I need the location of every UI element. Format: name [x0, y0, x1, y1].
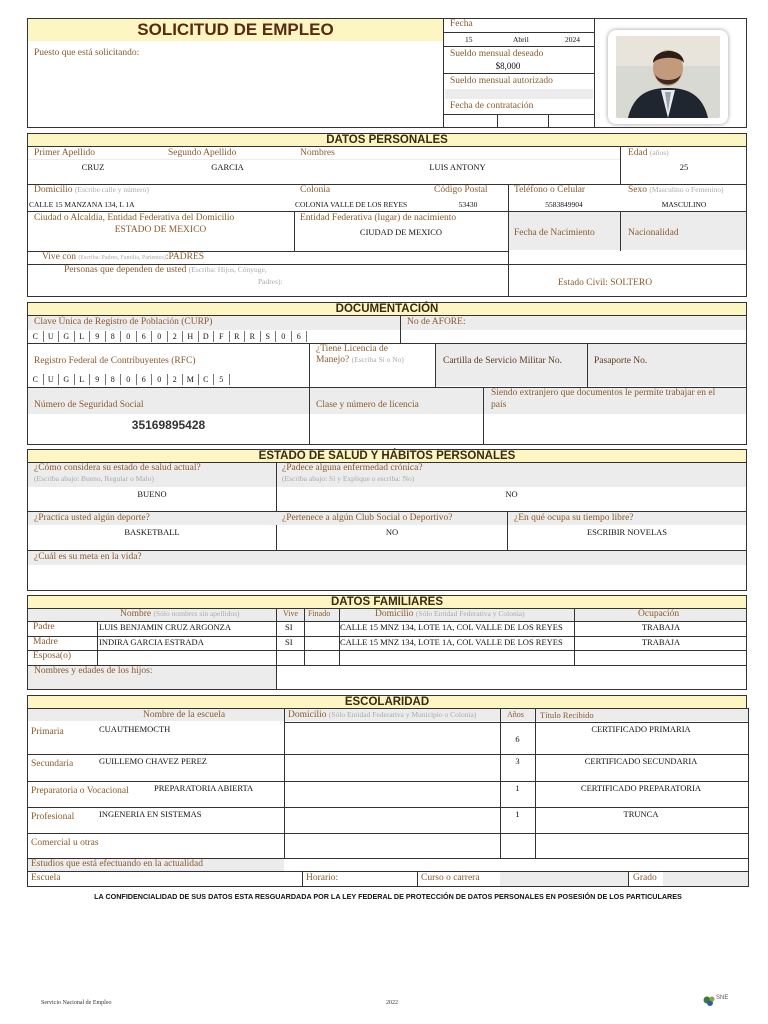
fecha-year[interactable]: 2024 [565, 35, 580, 44]
rfc-char: 0 [152, 374, 168, 385]
extranjero-label-2: país [491, 400, 507, 410]
esc-row-titulo[interactable]: CERTIFICADO PRIMARIA [591, 724, 691, 734]
familia-col-nombre-hint: (Sólo nombres sin apellidos) [153, 609, 240, 618]
familia-col-nombre-text: Nombre [120, 609, 152, 619]
cartilla-label: Cartilla de Servicio Militar No. [443, 356, 562, 366]
cronica-hint-text: (Escriba abajo: Sí y Explique o escriba: No) [282, 474, 415, 483]
grado-label: Grado [633, 873, 657, 883]
rfc-char: 6 [137, 374, 153, 385]
esc-row-label: Primaria [31, 727, 64, 737]
divider [548, 114, 549, 128]
sueldo-deseado-value[interactable]: $8,000 [495, 61, 521, 71]
esc-row-escuela[interactable]: CUAUTHEMOCTH [99, 724, 171, 734]
edad-value[interactable]: 25 [679, 162, 689, 172]
esc-row-anos[interactable]: 3 [515, 756, 520, 766]
esc-row-titulo[interactable]: CERTIFICADO PREPARATORIA [580, 783, 702, 793]
familia-row-vive[interactable]: SI [285, 622, 293, 632]
rfc-char: 2 [168, 374, 184, 385]
grado-field[interactable] [663, 872, 748, 886]
dependientes-hint-2 [258, 277, 283, 287]
divider [27, 781, 749, 782]
familia-row-ocupacion[interactable]: TRABAJA [641, 622, 681, 632]
divider [574, 608, 575, 665]
rfc-char: U [44, 374, 60, 385]
esc-col-domicilio-text: Domicilio [288, 710, 327, 720]
domicilio-hint: (Escribe calle y número) [74, 185, 149, 194]
telefono-value[interactable]: 5583849904 [545, 200, 583, 209]
curp-char: D [199, 331, 215, 342]
divider [628, 871, 629, 887]
section-header-escolaridad: ESCOLARIDAD [27, 695, 747, 709]
curp-char: 2 [168, 331, 184, 342]
club-label: ¿Pertenece a algún Club Social o Deportivo? [282, 513, 453, 523]
curp-char: S [261, 331, 277, 342]
familia-row-vive[interactable]: SI [285, 636, 293, 647]
page-title: SOLICITUD DE EMPLEO [137, 20, 334, 39]
esc-row-label: Preparatoria o Vocacional [31, 786, 129, 796]
familia-col-domicilio [375, 609, 525, 619]
cronica-label: ¿Padece alguna enfermedad crónica? [282, 463, 423, 473]
cp-value[interactable]: 53430 [458, 200, 478, 209]
familia-row-label: Madre [33, 636, 58, 647]
esc-row-anos[interactable]: 1 [515, 809, 520, 819]
licencia-hint: (Escriba Sí o No) [351, 355, 404, 364]
nacionalidad-label: Nacionalidad [628, 228, 679, 238]
ciudad-label: Ciudad o Alcaldía, Entidad Federativa del Domicilio [34, 213, 235, 223]
fecha-month[interactable]: Abril [513, 35, 529, 44]
esc-row-escuela[interactable]: GUILLEMO CHAVEZ PEREZ [99, 756, 207, 766]
applicant-photo [608, 30, 728, 124]
curp-char: 9 [90, 331, 106, 342]
curp-char: H [183, 331, 199, 342]
cp-label: Código Postal [434, 185, 488, 195]
divider [302, 871, 303, 887]
deporte-label: ¿Practica usted algún deporte? [34, 513, 150, 523]
fecha-label: Fecha [450, 19, 473, 29]
sexo-label [628, 185, 724, 195]
tiempo-label: ¿En qué ocupa su tiempo libre? [514, 513, 634, 523]
cronica-value[interactable]: NO [505, 489, 518, 499]
domicilio-value[interactable]: CALLE 15 MANZANA 134, L 1A [29, 200, 135, 209]
divider [500, 708, 501, 858]
dependientes-hint: (Escriba: Hijos, Cónyuge, [188, 265, 267, 274]
rfc-char: M [183, 374, 199, 385]
curp-char: 6 [292, 331, 308, 342]
nombres-value[interactable]: LUIS ANTONY [429, 162, 486, 172]
esc-row-anos[interactable]: 6 [515, 734, 520, 744]
position-label: Puesto que está solicitando: [34, 48, 140, 58]
divider [97, 621, 98, 665]
fecha-contratacion-label: Fecha de contratación [450, 101, 534, 111]
divider [443, 73, 594, 74]
primer-apellido-label: Primer Apellido [34, 148, 95, 158]
person-photo-icon [608, 30, 728, 124]
divider [339, 608, 340, 665]
section-header-familia: DATOS FAMILIARES [27, 595, 747, 609]
divider [443, 32, 594, 33]
cronica-hint [282, 474, 414, 484]
sne-logo-text: SNE [716, 995, 729, 1001]
curso-field[interactable] [500, 872, 628, 886]
curp-char: F [214, 331, 230, 342]
escuela-actual-label: Escuela [31, 873, 61, 883]
colonia-value[interactable]: COLONIA VALLE DE LOS REYES [295, 200, 408, 209]
afore-label: No de AFORE: [407, 317, 466, 327]
divider [400, 315, 401, 343]
sexo-value[interactable]: MASCULINO [661, 200, 707, 209]
curp-char: R [230, 331, 246, 342]
curp-label: Clave Única de Registro de Población (CURP) [34, 317, 213, 327]
rfc-boxes[interactable] [28, 373, 298, 386]
section-header-salud: ESTADO DE SALUD Y HÁBITOS PERSONALES [27, 449, 747, 463]
curp-char: 0 [121, 331, 137, 342]
rfc-char: 5 [214, 374, 230, 385]
esc-row-label: Profesional [31, 812, 75, 822]
divider [417, 871, 418, 887]
estado-civil[interactable]: Estado Civil: SOLTERO [558, 278, 653, 288]
sueldo-deseado-label: Sueldo mensual deseado [450, 49, 544, 59]
ciudad-value[interactable]: ESTADO DE MEXICO [114, 225, 207, 235]
curp-char: 8 [106, 331, 122, 342]
divider [587, 343, 588, 387]
divider [594, 18, 595, 128]
extranjero-label: Siendo extranjero que documentos le permite trabajar en el [491, 388, 716, 398]
licencia-label2-text: Manejo? [316, 355, 350, 365]
divider [294, 211, 295, 251]
rfc-char: 9 [90, 374, 106, 385]
section-header-personal: DATOS PERSONALES [27, 133, 747, 147]
estado-salud-hint [34, 474, 154, 484]
rfc-label: Registro Federal de Contribuyentes (RFC) [34, 356, 196, 366]
esc-col-escuela: Nombre de la escuela [143, 710, 226, 720]
estado-salud-hint-text: (Escriba abajo: Bueno, Regular o Malo) [34, 474, 154, 483]
curp-char: L [75, 331, 91, 342]
dependientes-hint2-text: Padres): [258, 277, 283, 286]
curp-char: R [245, 331, 261, 342]
divider [620, 146, 621, 184]
horario-label: Horario: [306, 873, 339, 883]
divider [443, 114, 594, 115]
divider [27, 754, 749, 755]
divider [443, 46, 594, 47]
tiempo-value[interactable]: ESCRIBIR NOVELAS [586, 527, 668, 537]
edad-label [628, 148, 669, 158]
edad-label-text: Edad [628, 148, 648, 158]
esc-row-escuela[interactable]: PREPARATORIA ABIERTA [154, 783, 254, 793]
esc-col-anos: Años [507, 710, 524, 719]
telefono-label: Teléfono o Celular [514, 185, 586, 195]
esc-row-anos[interactable]: 1 [515, 783, 520, 793]
familia-col-nombre [120, 609, 240, 619]
escolaridad-rows [27, 722, 749, 858]
curp-boxes[interactable] [28, 330, 400, 343]
segundo-apellido-value[interactable]: GARCIA [211, 162, 244, 172]
familia-row-domicilio[interactable]: CALLE 15 MNZ 134, LOTE 1A, COL VALLE DE LOS REYES [340, 622, 563, 632]
rfc-char: L [75, 374, 91, 385]
curp-char: 6 [137, 331, 153, 342]
deporte-value[interactable]: BASKETBALL [124, 527, 180, 537]
familia-row-nombre[interactable]: LUIS BENJAMIN CRUZ ARGONZA [99, 622, 231, 632]
esc-row-titulo[interactable]: TRUNCA [623, 809, 659, 819]
curp-char: 0 [152, 331, 168, 342]
sueldo-autorizado-label: Sueldo mensual autorizado [450, 76, 553, 86]
divider [27, 871, 749, 872]
actual-label: Estudios que está efectuando en la actualidad [31, 859, 203, 869]
sexo-hint: (Masculino o Femenino) [649, 185, 724, 194]
licencia-label: ¿Tiene Licencia de [316, 344, 388, 354]
vive-con-label [42, 252, 204, 262]
familia-row-domicilio[interactable]: CALLE 15 MNZ 134, LOTE 1A, COL VALLE DE LOS REYES [340, 636, 563, 647]
section-header-documentacion: DOCUMENTACIÓN [27, 302, 747, 316]
familia-rows [27, 621, 747, 665]
familia-row-label: Esposa(o) [33, 651, 71, 661]
rfc-char: C [28, 374, 44, 385]
licencia-label-2 [316, 355, 404, 365]
esc-row-escuela[interactable]: INGENERIA EN SISTEMAS [99, 809, 202, 819]
pasaporte-label: Pasaporte No. [594, 356, 648, 366]
familia-row-ocupacion[interactable]: TRABAJA [641, 636, 681, 647]
esc-row-label: Secundaria [31, 759, 74, 769]
esc-col-domicilio-hint: (Sólo Entidad Federativa y Municipio o Colonia) [328, 710, 477, 719]
divider [620, 211, 621, 251]
clase-licencia-label: Clase y número de licencia [316, 400, 419, 410]
divider [508, 264, 509, 297]
sne-logo-icon [702, 994, 732, 1008]
esc-row-label: Comercial u otras [31, 838, 99, 848]
divider [27, 807, 749, 808]
sueldo-autorizado-field[interactable] [445, 89, 593, 99]
rfc-char: 0 [121, 374, 137, 385]
domicilio-label-text: Domicilio [34, 185, 73, 195]
divider [535, 708, 536, 858]
divider [27, 833, 749, 834]
vive-con-value[interactable]: :PADRES [165, 252, 205, 262]
field-shade [28, 159, 620, 160]
entidad-nac-value[interactable]: CIUDAD DE MEXICO [359, 227, 443, 237]
dependientes-label-text: Personas que dependen de usted [64, 265, 187, 275]
estado-salud-value[interactable]: BUENO [137, 489, 167, 499]
familia-col-ocupacion: Ocupación [638, 609, 680, 619]
estado-salud-label: ¿Cómo considera su estado de salud actual? [34, 463, 201, 473]
curp-char: G [59, 331, 75, 342]
divider [284, 708, 285, 858]
familia-col-domicilio-hint: (Sólo Entidad Federativa y Colonia) [415, 609, 525, 618]
colonia-label: Colonia [300, 185, 331, 195]
footer-year: 2022 [386, 1000, 398, 1006]
primer-apellido-value[interactable]: CRUZ [81, 162, 105, 172]
divider [27, 650, 747, 651]
domicilio-label [34, 185, 149, 195]
footer-servicio: Servicio Nacional de Empleo [41, 1000, 112, 1006]
fecha-day[interactable]: 15 [465, 35, 473, 44]
club-value[interactable]: NO [385, 527, 399, 537]
esc-col-titulo: Título Recibido [540, 710, 594, 720]
vive-con-label-text: Vive con [42, 252, 76, 262]
edad-hint: (años) [649, 148, 669, 157]
curp-char: U [44, 331, 60, 342]
rfc-char: C [199, 374, 215, 385]
position-field[interactable] [30, 60, 440, 124]
esc-col-domicilio [288, 710, 476, 720]
familia-row-nombre[interactable]: INDIRA GARCIA ESTRADA [99, 636, 204, 647]
rfc-char: 8 [106, 374, 122, 385]
hijos-label: Nombres y edades de los hijos: [34, 666, 153, 676]
meta-label: ¿Cuál es su meta en la vida? [34, 552, 142, 562]
divider [497, 114, 498, 128]
fecha-nac-label: Fecha de Nacimiento [514, 228, 595, 238]
confidentiality-notice: LA CONFIDENCIALIDAD DE SUS DATOS ESTA RESGUARDADA POR LA LEY FEDERAL DE PROTECCIÓN DE DATOS PERSONALES EN POSESIÓN DE LOS PARTICULARES [94, 892, 682, 901]
nss-value[interactable]: 35169895428 [131, 418, 206, 432]
divider [304, 608, 305, 665]
nss-label: Número de Seguridad Social [34, 400, 144, 410]
familia-col-finado: Finado [308, 609, 331, 618]
vive-con-hint: (Escriba: Padres, Familia, Parientes) [78, 255, 166, 261]
nombres-label: Nombres [300, 148, 335, 158]
dependientes-label [64, 265, 267, 275]
esc-row-titulo[interactable]: CERTIFICADO SECUNDARIA [584, 756, 698, 766]
familia-col-domicilio-text: Domicilio [375, 609, 414, 619]
curso-label: Curso o carrera [421, 873, 480, 883]
familia-col-vive: Vive [283, 609, 299, 618]
sexo-label-text: Sexo [628, 185, 647, 195]
segundo-apellido-label: Segundo Apellido [168, 148, 237, 158]
familia-row-label: Padre [33, 622, 55, 632]
divider [276, 608, 277, 690]
curp-char: C [28, 331, 44, 342]
curp-char: 0 [276, 331, 292, 342]
entidad-nac-label: Entidad Federativa (lugar) de nacimiento [300, 213, 457, 223]
rfc-char: G [59, 374, 75, 385]
